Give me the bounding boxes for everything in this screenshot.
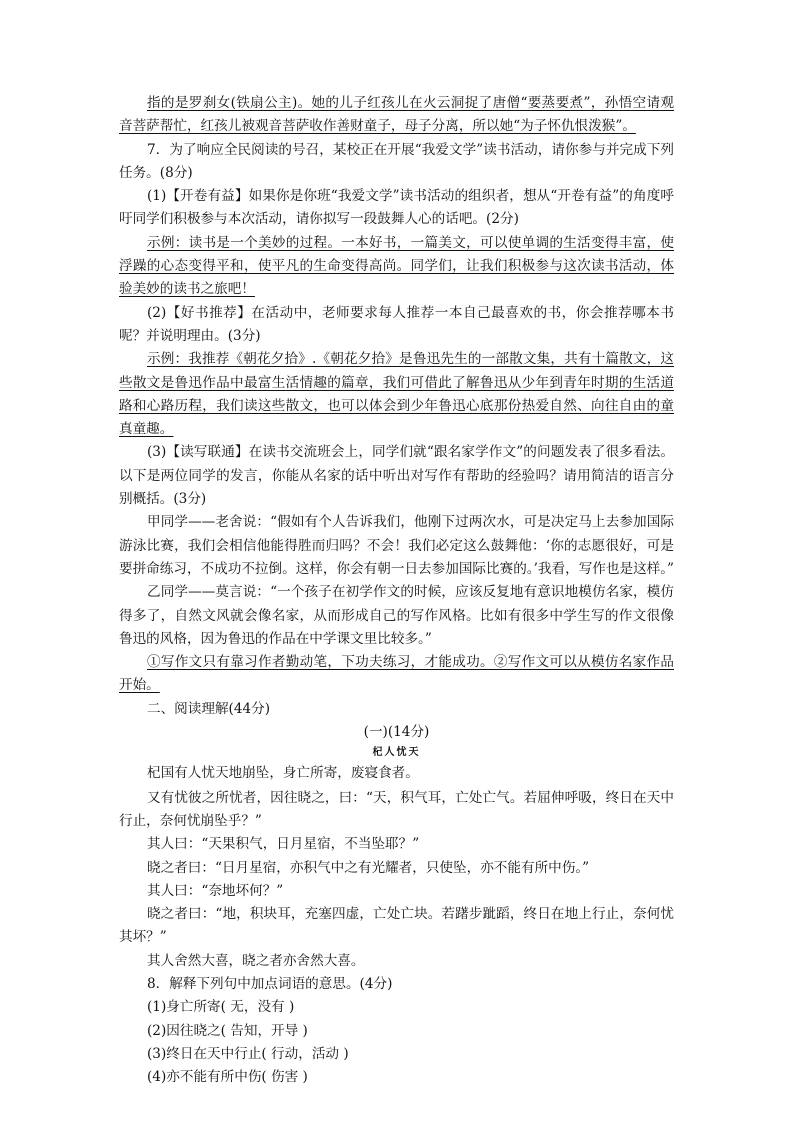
paragraph: 又有忧彼之所忧者，因往晓之，曰：“天，积气耳，亡处亡气。若屈伸呼吸，终日在天中行止，奈何忧崩坠乎？” <box>119 789 674 829</box>
paragraph: (2)【好书推荐】在活动中，老师要求每人推荐一本自己最喜欢的书，你会推荐哪本书呢？并说明理由。(3分) <box>119 304 674 344</box>
paragraph: 二、阅读理解(44分) <box>147 700 271 717</box>
paragraph: 杞国有人忧天地崩坠，身亡所寄，废寝食者。 <box>147 765 419 782</box>
paragraph: (1)【开卷有益】如果你是你班“我爱文学”读书活动的组织者，想从“开卷有益”的角度呼吁同学们积极参与本次活动，请你拟写一段鼓舞人心的话吧。(2分) <box>119 188 674 228</box>
document-page <box>119 92 674 1089</box>
paragraph: 7．为了响应全民阅读的号召，某校正在开展“我爱文学”读书活动，请你参与并完成下列任务。(8分) <box>119 141 674 181</box>
paragraph: 示例：我推荐《朝花夕拾》.《朝花夕拾》是鲁迅先生的一部散文集，共有十篇散文，这些散文是鲁迅作品中最富生活情趣的篇章，我们可借此了解鲁迅从少年到青年时期的生活道路和心路历程，我们读这些散文，也可以体会到少年鲁迅心底那份热爱自然、向往自由的童真童趣。 <box>119 351 674 438</box>
paragraph: (1)身亡所寄( 无，没有 ) <box>147 999 295 1016</box>
paragraph: 甲同学——老舍说：“假如有个人告诉我们，他刚下过两次水，可是决定马上去参加国际游泳比赛，我们会相信他能得胜而归吗？不会！我们必定这么鼓舞他：‘你的志愿很好，可是要拼命练习，不成功不拉倒。这样，你会有朝一日去参加国际比赛的。’我看，写作也是这样。” <box>119 514 675 577</box>
paragraph: 8．解释下列句中加点词语的意思。(4分) <box>147 975 393 992</box>
paragraph: 其人舍然大喜，晓之者亦舍然大喜。 <box>147 952 365 969</box>
paragraph: (3)【读写联通】在读书交流班会上，同学们就“跟名家学作文”的问题发表了很多看法。以下是两位同学的发言，你能从名家的话中听出对写作有帮助的经验吗？请用简洁的语言分别概括。(3分) <box>119 444 674 508</box>
paragraph: (4)亦不能有所中伤( 伤害 ) <box>147 1069 308 1086</box>
paragraph: 指的是罗刹女(铁扇公主)。她的儿子红孩儿在火云洞捉了唐僧“要蒸要煮”，孙悟空请观音菩萨帮忙，红孩儿被观音菩萨收作善财童子，母子分离，所以她“为子怀仇恨泼猴”。 <box>119 95 674 135</box>
paragraph: (一)(14分) <box>363 724 430 741</box>
paragraph: 晓之者曰：“日月星宿，亦积气中之有光耀者，只使坠，亦不能有所中伤。” <box>147 859 590 876</box>
paragraph: 乙同学——莫言说：“一个孩子在初学作文的时候，应该反复地有意识地模仿名家，模仿得多了，自然文风就会像名家，从而形成自己的写作风格。比如有很多中学生写的作文很像鲁迅的风格，因为鲁迅的作品在中学课文里比较多。” <box>119 584 674 647</box>
paragraph: 其人曰：“天果积气，日月星宿，不当坠耶？” <box>147 836 420 853</box>
paragraph: 示例：读书是一个美妙的过程。一本好书，一篇美文，可以使单调的生活变得丰富，使浮躁的心态变得平和，使平凡的生命变得高尚。同学们，让我们积极参与这次读书活动，体验美妙的读书之旅吧！ <box>119 234 674 298</box>
paragraph: 其人曰：“奈地坏何？” <box>147 882 284 899</box>
paragraph: 杞人忧天 <box>372 747 421 759</box>
paragraph: (3)终日在天中行止( 行动，活动 ) <box>147 1045 349 1062</box>
paragraph: 晓之者曰：“地，积块耳，充塞四虚，亡处亡块。若躇步跐蹈，终日在地上行止，奈何忧其坏？” <box>119 906 674 946</box>
paragraph: ①写作文只有靠习作者勤动笔，下功夫练习，才能成功。②写作文可以从模仿名家作品开始。 <box>119 654 674 694</box>
paragraph: (2)因往晓之( 告知，开导 ) <box>147 1022 308 1039</box>
